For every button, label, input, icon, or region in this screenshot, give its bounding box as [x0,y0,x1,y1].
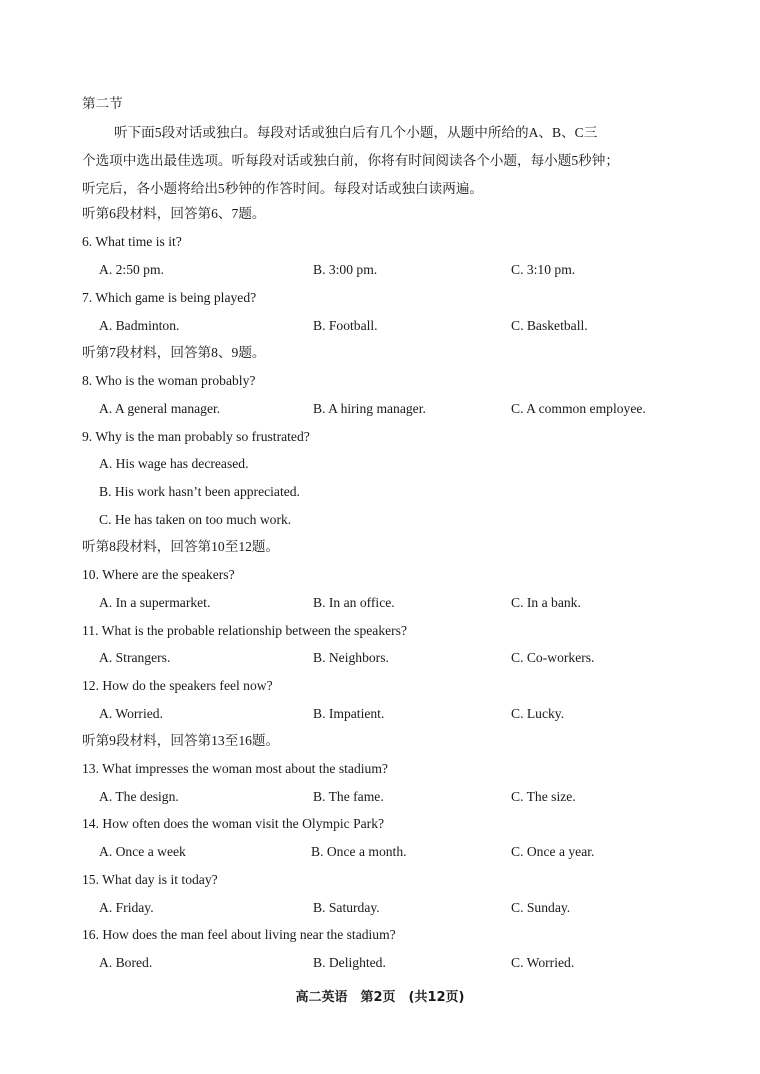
q16-option-a: A. Bored. [99,955,153,970]
group-heading-7: 听第7段材料，回答第8、9题。 [82,345,266,360]
q11-option-c: C. Co-workers. [511,650,595,665]
q8-option-c: C. A common employee. [511,401,646,416]
question-12: 12. How do the speakers feel now? [82,678,273,693]
q10-option-b: B. In an office. [313,595,395,610]
q9-option-a: A. His wage has decreased. [99,456,249,471]
q8-option-b: B. A hiring manager. [313,401,426,416]
q15-option-b: B. Saturday. [313,900,380,915]
section-instructions [82,119,672,203]
group-heading-6: 听第6段材料，回答第6、7题。 [82,206,266,221]
question-9: 9. Why is the man probably so frustrated? [82,429,310,444]
q12-option-c: C. Lucky. [511,706,565,721]
q16-option-b: B. Delighted. [313,955,386,970]
q6-option-c: C. 3:10 pm. [511,262,576,277]
q11-option-b: B. Neighbors. [313,650,389,665]
group-heading-9: 听第9段材料，回答第13至16题。 [82,733,280,748]
q11-option-a: A. Strangers. [99,650,171,665]
question-14: 14. How often does the woman visit the Olympic Park? [82,816,385,831]
instructions-line-3: 听完后，各小题将给出5秒钟的作答时间。每段对话或独白读两遍。 [82,181,484,196]
q14-option-c: C. Once a year. [511,844,595,859]
group-heading-8: 听第8段材料，回答第10至12题。 [82,539,280,554]
question-15: 15. What day is it today? [82,872,218,887]
question-8: 8. Who is the woman probably? [82,373,256,388]
q16-option-c: C. Worried. [511,955,575,970]
q10-option-a: A. In a supermarket. [99,595,211,610]
question-7: 7. Which game is being played? [82,290,257,305]
q13-option-a: A. The design. [99,789,179,804]
question-10: 10. Where are the speakers? [82,567,235,582]
q9-option-c: C. He has taken on too much work. [99,512,292,527]
q6-option-a: A. 2:50 pm. [99,262,164,277]
q7-option-b: B. Football. [313,318,378,333]
q15-option-c: C. Sunday. [511,900,571,915]
page-footer: 高二英语 第2页 (共12页) [295,990,465,1005]
q14-option-b: B. Once a month. [311,844,407,859]
section-title: 第二节 [82,96,123,111]
question-6: 6. What time is it? [82,234,182,249]
q7-option-c: C. Basketball. [511,318,588,333]
q13-option-b: B. The fame. [313,789,384,804]
q6-option-b: B. 3:00 pm. [313,262,378,277]
question-11: 11. What is the probable relationship between the speakers? [82,623,408,638]
q12-option-b: B. Impatient. [313,706,385,721]
question-16: 16. How does the man feel about living near the stadium? [82,927,396,942]
q14-option-a: A. Once a week [99,844,186,859]
q7-option-a: A. Badminton. [99,318,180,333]
instructions-line-2: 个选项中选出最佳选项。听每段对话或独白前，你将有时间阅读各个小题，每小题5秒钟； [82,153,619,168]
instructions-line-1: 听下面5段对话或独白。每段对话或独白后有几个小题，从题中所给的A、B、C三 [114,125,598,140]
q13-option-c: C. The size. [511,789,576,804]
q10-option-c: C. In a bank. [511,595,581,610]
q12-option-a: A. Worried. [99,706,163,721]
q8-option-a: A. A general manager. [99,401,221,416]
question-13: 13. What impresses the woman most about the stadium? [82,761,388,776]
q15-option-a: A. Friday. [99,900,154,915]
q9-option-b: B. His work hasn’t been appreciated. [99,484,300,499]
